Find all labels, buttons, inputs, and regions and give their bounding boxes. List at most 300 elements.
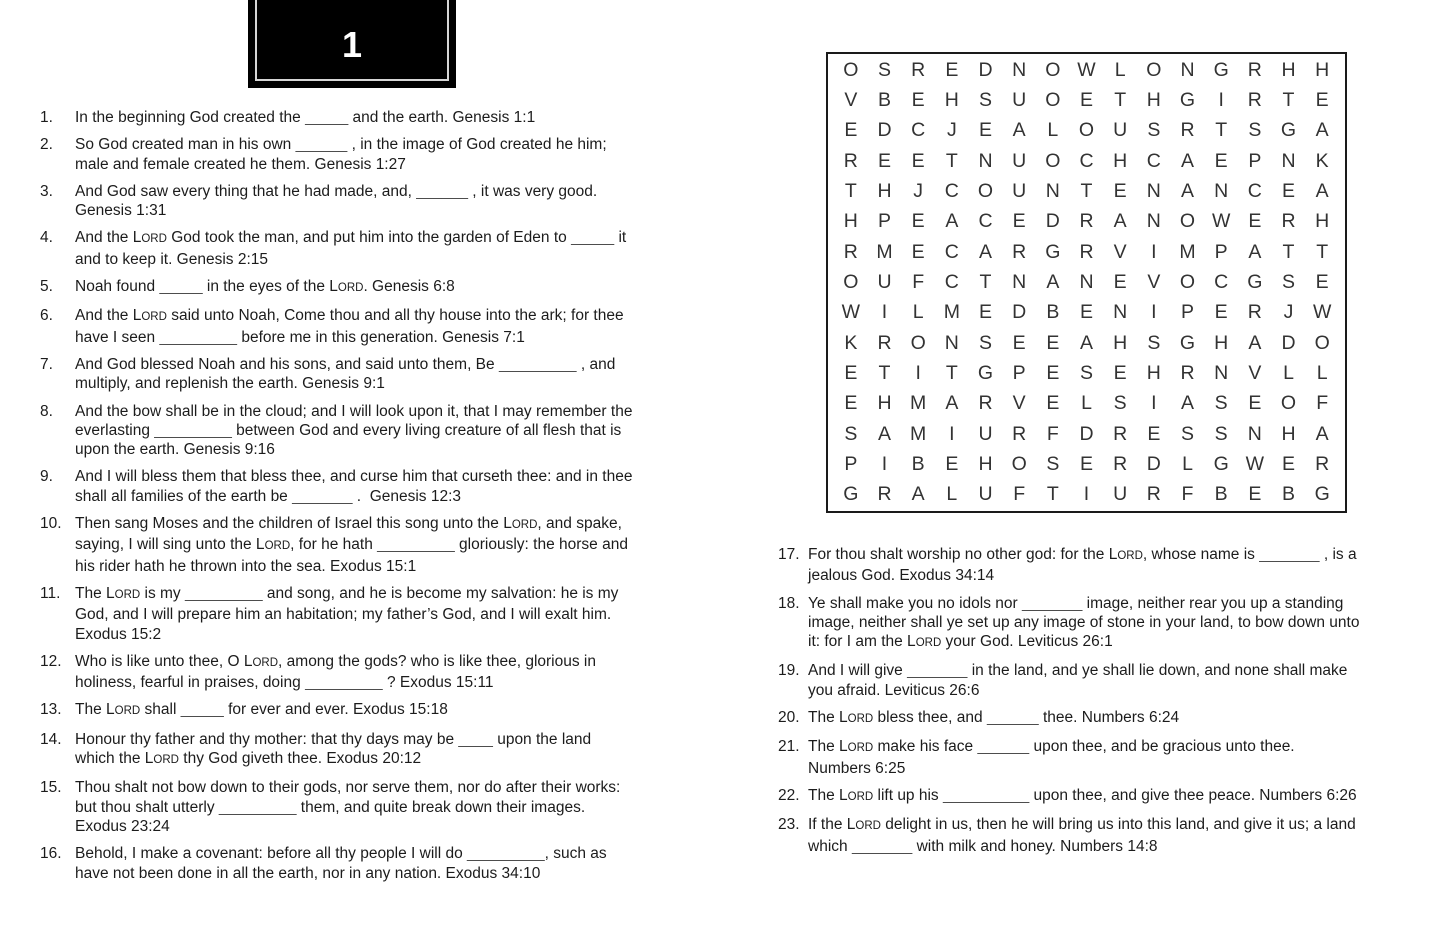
grid-letter: A: [1079, 331, 1093, 354]
grid-letter: E: [1248, 392, 1262, 415]
grid-letter: C: [944, 240, 959, 263]
clue-text: And God blessed Noah and his sons, and said unto them, Be _________ , and multiply, and replenish the earth. Genesis 9:1: [75, 355, 616, 393]
fill-in-blank: ______: [416, 182, 468, 200]
lord-smallcaps: ORD: [915, 637, 942, 650]
grid-letter: O: [1078, 119, 1095, 142]
fill-in-blank: ______: [295, 136, 348, 154]
grid-letter: E: [1315, 270, 1329, 293]
clue-item: [40, 108, 730, 127]
grid-letter: R: [1113, 422, 1128, 445]
clue-number: 10.: [40, 515, 62, 533]
fill-in-blank: _______: [1021, 594, 1083, 612]
grid-letter: I: [881, 452, 888, 475]
grid-letter: A: [911, 483, 925, 506]
grid-letter: R: [1180, 361, 1195, 384]
grid-letter: M: [910, 422, 927, 445]
grid-letter: U: [978, 422, 993, 445]
grid-letter: S: [1180, 422, 1194, 445]
grid-letter: R: [1012, 240, 1027, 263]
fill-in-blank: ______: [977, 738, 1030, 756]
grid-letter: E: [1046, 361, 1060, 384]
clue-number: 3.: [40, 182, 53, 200]
grid-letter: E: [911, 240, 925, 263]
grid-letter: E: [1079, 88, 1093, 111]
grid-letter: R: [1113, 452, 1128, 475]
lord-smallcaps: ORD: [114, 705, 141, 718]
grid-letter: V: [1147, 270, 1161, 293]
grid-letter: O: [1146, 58, 1162, 81]
grid-letter: R: [911, 58, 926, 81]
fill-in-blank: _______: [907, 662, 968, 680]
clue-item: [778, 737, 1428, 778]
grid-letter: A: [1113, 210, 1127, 233]
clue-text: Behold, I make a covenant: before all thy people I will do _________, such as have not been done in all the earth, nor in any nation. Exodus 34:10: [75, 845, 607, 882]
fill-in-blank: _________: [498, 355, 577, 373]
grid-letter: T: [1316, 240, 1329, 263]
grid-letter: C: [1146, 149, 1161, 172]
clue-number: 17.: [778, 546, 800, 563]
grid-letter: E: [1012, 331, 1026, 354]
grid-letter: D: [1146, 452, 1161, 475]
clue-item: [40, 778, 730, 836]
clue-number: 14.: [40, 730, 62, 748]
fill-in-blank: _____: [159, 278, 203, 296]
grid-letter: L: [912, 301, 924, 324]
clue-item: [778, 708, 1428, 729]
fill-in-blank: ____: [458, 730, 493, 748]
grid-letter: A: [1180, 179, 1194, 202]
grid-letter: A: [1180, 392, 1194, 415]
grid-letter: B: [1046, 301, 1060, 324]
clue-number: 22.: [778, 786, 800, 804]
clue-text: And the bow shall be in the cloud; and I will look upon it, that I may remember the everlasting _________ between God and every living creature of all flesh that is upon the earth. Genesis 9:16: [75, 402, 633, 459]
grid-letter: E: [1315, 88, 1329, 111]
grid-letter: U: [877, 270, 892, 293]
grid-letter: E: [978, 301, 992, 324]
clue-item: [40, 306, 730, 347]
grid-letter: A: [978, 240, 992, 263]
grid-letter: T: [844, 179, 857, 202]
clue-number: 23.: [778, 816, 800, 834]
clue-item: [40, 514, 730, 576]
clue-item: [778, 786, 1428, 807]
clue-item: [40, 135, 730, 174]
grid-letter: S: [1214, 422, 1228, 445]
clue-item: [40, 652, 730, 693]
grid-letter: F: [1013, 483, 1026, 506]
grid-letter: D: [1045, 210, 1060, 233]
fill-in-blank: __________: [942, 786, 1030, 804]
clue-text: And the LORD said unto Noah, Come thou and all thy house into the ark; for thee have I seen _________ before me in this generation. Genesis 7:1: [75, 307, 624, 346]
grid-letter: A: [1315, 119, 1329, 142]
grid-letter: O: [1045, 58, 1061, 81]
lord-smallcaps: ORD: [264, 540, 291, 553]
grid-letter: E: [945, 452, 959, 475]
grid-letter: D: [1012, 301, 1027, 324]
fill-in-blank: _________: [377, 536, 455, 554]
lord-smallcaps: ORD: [141, 311, 167, 324]
grid-letter: E: [877, 149, 891, 172]
grid-letter: O: [1011, 452, 1027, 475]
grid-letter: L: [1114, 58, 1126, 81]
lord-smallcaps: ORD: [337, 282, 364, 295]
grid-letter: E: [1248, 483, 1262, 506]
grid-letter: E: [1281, 452, 1295, 475]
grid-letter: C: [944, 179, 959, 202]
clue-text: The LORD bless thee, and ______ thee. Numbers 6:24: [808, 709, 1180, 727]
grid-letter: I: [881, 301, 888, 324]
grid-letter: M: [910, 392, 927, 415]
fill-in-blank: _____: [571, 229, 615, 247]
grid-letter: H: [877, 179, 892, 202]
fill-in-blank: ______: [986, 709, 1039, 727]
grid-letter: G: [1179, 88, 1196, 111]
wordsearch-grid: [826, 52, 1347, 513]
grid-letter: H: [1214, 331, 1229, 354]
clue-number: 9.: [40, 468, 53, 486]
grid-letter: I: [1083, 483, 1090, 506]
grid-letter: N: [1247, 422, 1262, 445]
grid-letter: U: [1012, 179, 1027, 202]
clue-item: [40, 844, 730, 883]
grid-letter: P: [1180, 301, 1194, 324]
grid-letter: R: [877, 331, 892, 354]
grid-letter: T: [1282, 240, 1295, 263]
grid-letter: E: [1113, 270, 1127, 293]
clue-item: [40, 730, 730, 771]
grid-letter: E: [978, 119, 992, 142]
grid-letter: N: [1281, 149, 1296, 172]
clue-number: 19.: [778, 662, 800, 680]
grid-letter: E: [1113, 361, 1127, 384]
grid-letter: R: [1079, 240, 1094, 263]
grid-letter: S: [1046, 452, 1060, 475]
grid-letter: R: [1247, 88, 1262, 111]
clue-text: The LORD make his face ______ upon thee, and be gracious unto thee. Numbers 6:25: [808, 738, 1295, 777]
clue-number: 7.: [40, 355, 53, 373]
grid-letter: S: [1147, 331, 1161, 354]
grid-letter: R: [1247, 58, 1262, 81]
grid-letter: D: [1079, 422, 1094, 445]
grid-letter: V: [1248, 361, 1262, 384]
grid-letter: E: [1248, 210, 1262, 233]
grid-letter: A: [1012, 119, 1026, 142]
grid-letter: U: [1113, 119, 1128, 142]
grid-letter: L: [1182, 452, 1193, 475]
grid-letter: T: [1046, 483, 1059, 506]
grid-letter: O: [1314, 331, 1330, 354]
grid-letter: H: [1281, 58, 1296, 81]
grid-letter: E: [911, 88, 925, 111]
fill-in-blank: _______: [851, 837, 913, 855]
grid-letter: G: [977, 361, 994, 384]
grid-letter: W: [1312, 301, 1332, 324]
grid-letter: T: [1080, 179, 1093, 202]
clue-item: [40, 277, 730, 298]
lord-smallcaps: ORD: [114, 588, 141, 601]
grid-letter: G: [1247, 270, 1263, 293]
lord-smallcaps: ORD: [141, 233, 167, 246]
grid-letter: A: [1315, 179, 1329, 202]
grid-letter: O: [1045, 88, 1061, 111]
grid-letter: L: [1283, 361, 1294, 384]
grid-letter: C: [1214, 270, 1229, 293]
grid-letter: N: [1146, 179, 1161, 202]
grid-letter: U: [1012, 88, 1027, 111]
clue-number: 12.: [40, 652, 62, 670]
grid-letter: B: [911, 452, 925, 475]
grid-letter: P: [1214, 240, 1228, 263]
grid-letter: A: [945, 210, 959, 233]
clue-text: Ye shall make you no idols nor _______ image, neither rear you up a standing image, neither shall ye set up any image of stone in your land, to bow down unto it: for I am the LORD your God. Leviticus 26:1: [808, 594, 1360, 651]
grid-letter: V: [844, 88, 858, 111]
clue-item: [40, 402, 730, 460]
fill-in-blank: _________: [305, 674, 383, 692]
grid-letter: E: [1012, 210, 1026, 233]
lord-smallcaps: ORD: [153, 754, 179, 767]
clue-text: For thou shalt worship no other god: for the LORD, whose name is _______ , is a jealous God. Exodus 34:14: [808, 546, 1357, 585]
fill-in-blank: _____: [180, 701, 224, 719]
grid-letter: V: [1012, 392, 1026, 415]
grid-letter: H: [1315, 210, 1330, 233]
clue-text: In the beginning God created the _____ and the earth. Genesis 1:1: [75, 109, 536, 126]
lord-smallcaps: ORD: [855, 820, 881, 833]
clue-number: 21.: [778, 738, 800, 756]
grid-letter: A: [877, 422, 891, 445]
clue-text: Then sang Moses and the children of Israel this song unto the LORD, and spake, saying, I will sing unto the LORD, for he hath _________ gloriously: the horse and his rider hath he thrown into the sea. Exodus 15:1: [75, 515, 628, 575]
fill-in-blank: _______: [1259, 546, 1320, 563]
clue-number: 8.: [40, 402, 53, 420]
grid-letter: G: [1045, 240, 1061, 263]
grid-letter: L: [1047, 119, 1059, 142]
grid-letter: E: [1147, 422, 1161, 445]
grid-letter: T: [1114, 88, 1127, 111]
grid-letter: R: [1315, 452, 1330, 475]
clue-item: [778, 545, 1428, 586]
clue-text: If the LORD delight in us, then he will bring us into this land, and give it us; a land which _______ with milk and honey. Numbers 14:8: [808, 816, 1356, 855]
grid-letter: H: [843, 210, 858, 233]
grid-letter: U: [1113, 483, 1128, 506]
puzzle-number-plate: [248, 0, 456, 88]
clue-number: 18.: [778, 594, 800, 612]
grid-letter: B: [877, 88, 891, 111]
puzzle-number: 1: [341, 24, 363, 65]
grid-letter: W: [1211, 210, 1231, 233]
grid-letter: T: [945, 361, 958, 384]
grid-letter: G: [843, 483, 859, 506]
grid-letter: P: [877, 210, 891, 233]
grid-letter: N: [944, 331, 959, 354]
grid-letter: A: [1248, 240, 1262, 263]
clue-item: [40, 182, 730, 221]
grid-letter: E: [911, 149, 925, 172]
grid-letter: E: [945, 58, 959, 81]
grid-letter: S: [1079, 361, 1093, 384]
grid-letter: P: [1012, 361, 1026, 384]
clue-number: 5.: [40, 278, 53, 296]
grid-letter: F: [1046, 422, 1059, 445]
grid-letter: B: [1214, 483, 1228, 506]
grid-letter: P: [844, 452, 858, 475]
grid-letter: I: [1151, 392, 1157, 415]
grid-letter: N: [1079, 270, 1094, 293]
grid-letter: I: [915, 361, 921, 384]
grid-letter: F: [1316, 392, 1329, 415]
clue-text: And I will give _______ in the land, and ye shall lie down, and none shall make you afraid. Leviticus 26:6: [808, 662, 1348, 699]
grid-letter: U: [1012, 149, 1027, 172]
grid-letter: E: [1113, 179, 1127, 202]
grid-letter: C: [1079, 149, 1094, 172]
grid-letter: C: [944, 270, 959, 293]
grid-letter: J: [913, 179, 924, 202]
clue-item: [40, 700, 730, 721]
clue-number: 2.: [40, 136, 53, 154]
clue-item: [40, 584, 730, 644]
grid-letter: O: [1179, 210, 1196, 233]
grid-letter: W: [841, 301, 861, 324]
grid-letter: T: [1215, 119, 1228, 142]
grid-letter: E: [844, 392, 858, 415]
grid-letter: I: [1151, 301, 1157, 324]
grid-letter: A: [1180, 149, 1194, 172]
grid-letter: L: [1081, 392, 1092, 415]
grid-letter: H: [1113, 331, 1128, 354]
lord-smallcaps: ORD: [847, 790, 874, 803]
grid-letter: O: [1280, 392, 1297, 415]
grid-letter: E: [844, 119, 858, 142]
grid-letter: H: [1146, 361, 1161, 384]
grid-letter: R: [1012, 422, 1027, 445]
grid-letter: P: [1248, 149, 1262, 172]
lord-smallcaps: ORD: [511, 519, 538, 532]
grid-letter: E: [1046, 392, 1060, 415]
grid-letter: S: [978, 331, 992, 354]
grid-letter: M: [1179, 240, 1196, 263]
grid-letter: C: [911, 119, 926, 142]
grid-letter: I: [1151, 240, 1157, 263]
grid-letter: O: [910, 331, 926, 354]
grid-letter: R: [1247, 301, 1262, 324]
clue-text: Who is like unto thee, O LORD, among the gods? who is like thee, glorious in holiness, fearful in praises, doing _________ ? Exodus 15:11: [75, 652, 596, 692]
grid-letter: J: [1283, 301, 1294, 324]
grid-letter: H: [1146, 88, 1161, 111]
grid-letter: G: [1314, 483, 1330, 506]
grid-letter: A: [1248, 331, 1262, 354]
grid-letter: A: [1315, 422, 1329, 445]
fill-in-blank: _____: [305, 109, 349, 126]
grid-letter: G: [1179, 331, 1196, 354]
clue-item: [778, 594, 1428, 654]
grid-letter: R: [978, 392, 993, 415]
grid-letter: S: [1113, 392, 1127, 415]
clue-item: [40, 228, 730, 269]
grid-letter: W: [1077, 58, 1096, 81]
clue-text: And God saw every thing that he had made, and, ______ , it was very good. Genesis 1:31: [75, 182, 598, 220]
clue-text: Honour thy father and thy mother: that thy days may be ____ upon the land which the LORD thy God giveth thee. Exodus 20:12: [75, 730, 592, 768]
grid-letter: S: [844, 422, 858, 445]
grid-letter: S: [978, 88, 992, 111]
grid-letter: E: [1046, 331, 1060, 354]
grid-letter: C: [1247, 179, 1262, 202]
grid-letter: N: [1214, 179, 1229, 202]
grid-letter: E: [1079, 452, 1093, 475]
fill-in-blank: _______: [292, 487, 353, 505]
grid-letter: U: [978, 483, 993, 506]
grid-letter: G: [1280, 119, 1297, 142]
clue-number: 13.: [40, 701, 62, 719]
grid-letter: O: [843, 58, 859, 81]
grid-letter: O: [1179, 270, 1196, 293]
grid-letter: E: [1079, 301, 1093, 324]
grid-letter: R: [877, 483, 892, 506]
lord-smallcaps: ORD: [847, 713, 874, 726]
clue-number: 16.: [40, 845, 62, 863]
grid-letter: H: [1281, 422, 1296, 445]
grid-letter: A: [945, 392, 959, 415]
grid-letter: G: [1213, 452, 1229, 475]
clue-text: The LORD is my _________ and song, and he is become my salvation: he is my God, and I will prepare him an habitation; my father’s God, and I will exalt him. Exodus 15:2: [75, 584, 619, 643]
clue-text: Thou shalt not bow down to their gods, nor serve them, nor do after their works: but thou shalt utterly _________ them, and quite break down their images. Exodus 23:24: [75, 779, 621, 835]
grid-letter: H: [978, 452, 993, 475]
clues-left: [40, 108, 730, 891]
grid-letter: R: [1281, 210, 1296, 233]
grid-letter: I: [949, 422, 955, 445]
grid-letter: O: [843, 270, 859, 293]
grid-letter: B: [1281, 483, 1295, 506]
grid-letter: F: [912, 270, 925, 293]
clue-item: [778, 815, 1428, 856]
clue-text: The LORD lift up his __________ upon thee, and give thee peace. Numbers 6:26: [808, 786, 1357, 804]
grid-letter: S: [1147, 119, 1161, 142]
grid-letter: E: [911, 210, 925, 233]
grid-letter: L: [1316, 361, 1328, 384]
grid-letter: T: [1282, 88, 1295, 111]
grid-letter: R: [1146, 483, 1161, 506]
grid-letter: S: [877, 58, 891, 81]
grid-letter: N: [1012, 270, 1027, 293]
grid-letter: R: [1079, 210, 1094, 233]
grid-letter: S: [1248, 119, 1262, 142]
fill-in-blank: _________: [184, 584, 263, 602]
grid-letter: S: [1281, 270, 1295, 293]
grid-letter: N: [1045, 179, 1060, 202]
clue-number: 6.: [40, 307, 53, 325]
grid-letter: N: [1113, 301, 1128, 324]
grid-letter: H: [877, 392, 892, 415]
grid-letter: R: [843, 240, 858, 263]
grid-letter: J: [946, 119, 957, 142]
grid-letter: H: [1315, 58, 1330, 81]
grid-letter: O: [1045, 149, 1061, 172]
grid-letter: E: [1214, 301, 1228, 324]
grid-letter: N: [978, 149, 993, 172]
lord-smallcaps: ORD: [1117, 550, 1143, 562]
grid-letter: N: [1146, 210, 1161, 233]
clue-text: And the LORD God took the man, and put him into the garden of Eden to _____ it and to keep it. Genesis 2:15: [75, 229, 627, 268]
clue-text: Noah found _____ in the eyes of the LORD. Genesis 6:8: [75, 278, 455, 296]
clue-number: 4.: [40, 229, 53, 247]
grid-letter: C: [978, 210, 993, 233]
grid-letter: L: [946, 483, 958, 506]
grid-letter: A: [1046, 270, 1060, 293]
clue-number: 20.: [778, 709, 800, 727]
grid-letter: N: [1012, 58, 1027, 81]
clue-text: The LORD shall _____ for ever and ever. Exodus 15:18: [75, 701, 448, 719]
grid-letter: H: [1113, 149, 1128, 172]
grid-letter: K: [1315, 149, 1329, 172]
lord-smallcaps: ORD: [252, 656, 279, 669]
fill-in-blank: _________: [218, 798, 297, 816]
